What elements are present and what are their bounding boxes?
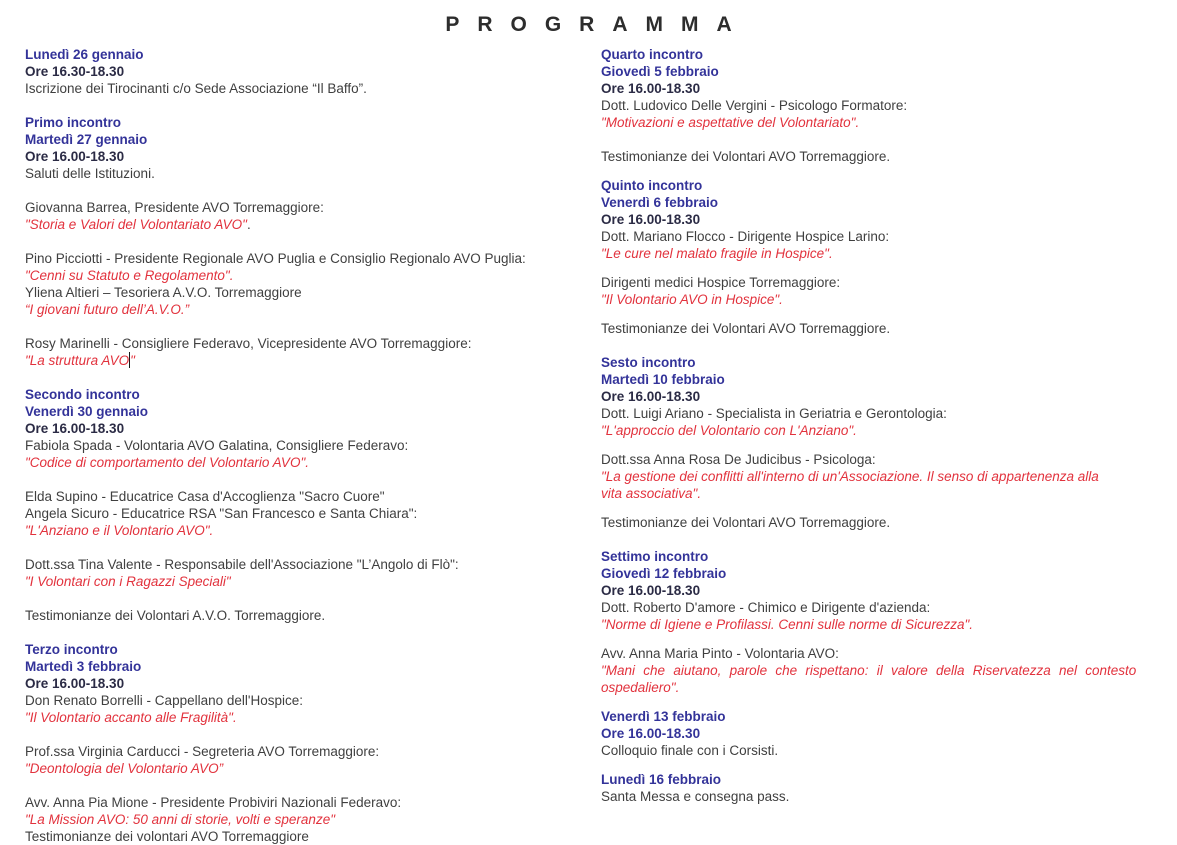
body-text: Dott.ssa Anna Rosa De Judicibus - Psicologa: <box>601 452 876 467</box>
body-text: Angela Sicuro - Educatrice RSA "San Francesco e Santa Chiara": <box>25 506 418 521</box>
text-line <box>601 708 1167 725</box>
session-topic: "Motivazioni e aspettative del Volontariato". <box>601 115 860 130</box>
paragraph-block <box>601 645 1167 696</box>
text-line <box>25 301 591 318</box>
session-topic: "L'approccio del Volontario con L'Anziano". <box>601 423 857 438</box>
body-text: Dott. Luigi Ariano - Specialista in Geriatria e Gerontologia: <box>601 406 947 421</box>
section-heading: Sesto incontro <box>601 355 696 370</box>
text-line <box>601 80 1167 97</box>
text-line <box>601 485 1167 502</box>
section-heading: Lunedì 16 febbraio <box>601 772 722 787</box>
session-time: Ore 16.00-18.30 <box>25 676 125 691</box>
body-text: Santa Messa e consegna pass. <box>601 789 790 804</box>
text-line <box>601 468 1167 485</box>
session-time: Ore 16.00-18.30 <box>601 81 701 96</box>
session-topic: "Il Volontario accanto alle Fragilità". <box>25 710 237 725</box>
text-line <box>601 320 1167 337</box>
paragraph-block <box>601 451 1167 502</box>
text-line <box>601 616 1167 633</box>
session-time: Ore 16.00-18.30 <box>25 421 125 436</box>
text-line <box>25 811 591 828</box>
body-text: Yliena Altieri – Tesoriera A.V.O. Torremaggiore <box>25 285 302 300</box>
session-time: Ore 16.30-18.30 <box>25 64 125 79</box>
text-line <box>601 771 1167 788</box>
page-title: PROGRAMMA <box>445 13 750 36</box>
text-line <box>601 388 1167 405</box>
body-text: Fabiola Spada - Volontaria AVO Galatina, Consigliere Federavo: <box>25 438 409 453</box>
section-heading: Primo incontro <box>25 115 122 130</box>
body-text: Rosy Marinelli - Consigliere Federavo, Vicepresidente AVO Torremaggiore: <box>25 336 472 351</box>
text-line <box>601 662 1167 679</box>
body-text: Avv. Anna Pia Mione - Presidente Probiviri Nazionali Federavo: <box>25 795 402 810</box>
text-line <box>601 514 1167 531</box>
section-heading: Venerdì 13 febbraio <box>601 709 726 724</box>
body-text: Testimonianze dei Volontari AVO Torremaggiore. <box>601 515 891 530</box>
paragraph-block <box>601 46 1167 131</box>
paragraph-block <box>601 274 1167 308</box>
text-line <box>601 788 1167 805</box>
text-line <box>601 291 1167 308</box>
text-line <box>25 437 591 454</box>
text-line <box>601 46 1167 63</box>
text-line <box>601 565 1167 582</box>
section-heading: Settimo incontro <box>601 549 709 564</box>
text-line <box>25 658 591 675</box>
section-heading: Martedì 3 febbraio <box>25 659 142 674</box>
section-heading: Venerdì 6 febbraio <box>601 195 719 210</box>
body-text: Dott. Roberto D'amore - Chimico e Dirigente d'azienda: <box>601 600 931 615</box>
text-line <box>601 679 1167 696</box>
body-text: Dott. Mariano Flocco - Dirigente Hospice Larino: <box>601 229 890 244</box>
section-heading: Martedì 27 gennaio <box>25 132 148 147</box>
text-line <box>25 267 591 284</box>
body-text: Prof.ssa Virginia Carducci - Segreteria AVO Torremaggiore: <box>25 744 380 759</box>
session-time: Ore 16.00-18.30 <box>601 212 701 227</box>
paragraph-block <box>601 708 1167 759</box>
session-topic: " <box>130 353 135 368</box>
text-line <box>601 371 1167 388</box>
paragraph-block <box>25 743 591 777</box>
session-topic: vita associativa". <box>601 486 702 501</box>
text-line <box>601 742 1167 759</box>
text-line <box>601 245 1167 262</box>
text-line <box>601 548 1167 565</box>
session-topic: "La struttura AVO <box>25 353 130 368</box>
text-line <box>25 80 591 97</box>
text-line <box>25 46 591 63</box>
text-line <box>601 422 1167 439</box>
section-heading: Quarto incontro <box>601 47 703 62</box>
text-line <box>25 675 591 692</box>
section-heading: Martedì 10 febbraio <box>601 372 725 387</box>
body-text: Testimonianze dei Volontari AVO Torremaggiore. <box>601 149 891 164</box>
paragraph-block <box>601 148 1167 165</box>
body-text: Elda Supino - Educatrice Casa d'Accoglienza "Sacro Cuore" <box>25 489 385 504</box>
text-line <box>25 573 591 590</box>
text-line <box>25 522 591 539</box>
paragraph-block <box>601 354 1167 439</box>
paragraph-block <box>25 641 591 726</box>
body-text: Testimonianze dei volontari AVO Torremaggiore <box>25 829 309 844</box>
paragraph-block <box>25 46 591 97</box>
session-topic: "Cenni su Statuto e Regolamento". <box>25 268 234 283</box>
right-column <box>601 46 1167 805</box>
body-text: Testimonianze dei Volontari AVO Torremaggiore. <box>601 321 891 336</box>
paragraph-block <box>601 771 1167 805</box>
body-text: Dott. Ludovico Delle Vergini - Psicologo Formatore: <box>601 98 908 113</box>
section-heading: Terzo incontro <box>25 642 118 657</box>
text-line <box>601 582 1167 599</box>
session-topic: “I giovani futuro dell’A.V.O.” <box>25 302 190 317</box>
text-line <box>25 743 591 760</box>
text-line <box>601 725 1167 742</box>
text-line <box>601 97 1167 114</box>
session-topic: ospedaliero". <box>601 680 680 695</box>
paragraph-block <box>25 199 591 233</box>
text-line <box>25 216 591 233</box>
text-line <box>601 148 1167 165</box>
paragraph-block <box>25 386 591 471</box>
text-line <box>25 335 591 352</box>
text-line <box>25 709 591 726</box>
text-line <box>25 165 591 182</box>
text-line <box>25 63 591 80</box>
paragraph-block <box>25 794 591 845</box>
section-heading: Quinto incontro <box>601 178 703 193</box>
paragraph-block <box>25 607 591 624</box>
text-line <box>601 63 1167 80</box>
two-column-layout <box>0 46 1177 845</box>
section-heading: Secondo incontro <box>25 387 140 402</box>
session-topic: "Mani che aiutano, parole che rispettano: il valore della Riservatezza nel contesto <box>601 663 1137 678</box>
session-topic: "Deontologia del Volontario AVO” <box>25 761 224 776</box>
session-topic: "Il Volontario AVO in Hospice". <box>601 292 783 307</box>
text-line <box>25 148 591 165</box>
session-topic: "Codice di comportamento del Volontario AVO". <box>25 455 309 470</box>
section-heading: Ore 16.00-18.30 <box>601 726 701 741</box>
paragraph-block <box>601 177 1167 262</box>
section-heading: Giovedì 5 febbraio <box>601 64 719 79</box>
text-line <box>601 194 1167 211</box>
text-line <box>601 451 1167 468</box>
text-line <box>25 284 591 301</box>
paragraph-block <box>25 488 591 539</box>
paragraph-block <box>25 250 591 318</box>
session-topic: "L'Anziano e il Volontario AVO". <box>25 523 214 538</box>
paragraph-block <box>601 320 1167 337</box>
text-line <box>25 386 591 403</box>
text-line <box>601 354 1167 371</box>
text-line <box>25 607 591 624</box>
session-topic: "I Volontari con i Ragazzi Speciali" <box>25 574 231 589</box>
body-text: Don Renato Borrelli - Cappellano dell'Hospice: <box>25 693 303 708</box>
session-topic: "Storia e Valori del Volontariato AVO" <box>25 217 247 232</box>
text-line <box>25 250 591 267</box>
text-line <box>25 760 591 777</box>
text-line <box>25 420 591 437</box>
left-column <box>25 46 591 845</box>
body-text: Dirigenti medici Hospice Torremaggiore: <box>601 275 841 290</box>
paragraph-block <box>601 548 1167 633</box>
session-time: Ore 16.00-18.30 <box>25 149 125 164</box>
body-text: Avv. Anna Maria Pinto - Volontaria AVO: <box>601 646 839 661</box>
session-topic: "La Mission AVO: 50 anni di storie, volti e speranze" <box>25 812 335 827</box>
text-line <box>25 794 591 811</box>
text-line <box>25 505 591 522</box>
text-line <box>601 177 1167 194</box>
text-line <box>601 405 1167 422</box>
body-text: Testimonianze dei Volontari A.V.O. Torremaggiore. <box>25 608 326 623</box>
text-line <box>25 488 591 505</box>
text-line <box>25 692 591 709</box>
body-text: Colloquio finale con i Corsisti. <box>601 743 779 758</box>
text-line <box>601 228 1167 245</box>
text-line <box>25 114 591 131</box>
text-line <box>601 645 1167 662</box>
paragraph-block <box>25 114 591 182</box>
paragraph-block <box>25 556 591 590</box>
text-line <box>25 641 591 658</box>
session-time: Ore 16.00-18.30 <box>601 389 701 404</box>
section-heading: Giovedì 12 febbraio <box>601 566 727 581</box>
text-line <box>25 352 591 369</box>
text-line <box>601 274 1167 291</box>
paragraph-block <box>601 514 1167 531</box>
section-heading: Venerdì 30 gennaio <box>25 404 149 419</box>
punctuation: . <box>246 217 251 232</box>
body-text: Saluti delle Istituzioni. <box>25 166 155 181</box>
session-topic: "Norme di Igiene e Profilassi. Cenni sulle norme di Sicurezza". <box>601 617 973 632</box>
section-heading: Lunedì 26 gennaio <box>25 47 144 62</box>
text-line <box>601 211 1167 228</box>
body-text: Giovanna Barrea, Presidente AVO Torremaggiore: <box>25 200 324 215</box>
text-line <box>25 454 591 471</box>
paragraph-block <box>25 335 591 369</box>
session-topic: "Le cure nel malato fragile in Hospice". <box>601 246 833 261</box>
text-line <box>25 199 591 216</box>
body-text: Iscrizione dei Tirocinanti c/o Sede Associazione “Il Baffo”. <box>25 81 367 96</box>
text-line <box>601 599 1167 616</box>
text-line <box>25 131 591 148</box>
text-line <box>25 556 591 573</box>
session-time: Ore 16.00-18.30 <box>601 583 701 598</box>
text-line <box>25 403 591 420</box>
text-line <box>601 114 1167 131</box>
body-text: Pino Picciotti - Presidente Regionale AVO Puglia e Consiglio Regionalo AVO Puglia: <box>25 251 526 266</box>
session-topic: "La gestione dei conflitti all'interno di un'Associazione. Il senso di appartenenza alla <box>601 469 1099 484</box>
body-text: Dott.ssa Tina Valente - Responsabile dell'Associazione "L’Angolo di Flò": <box>25 557 459 572</box>
